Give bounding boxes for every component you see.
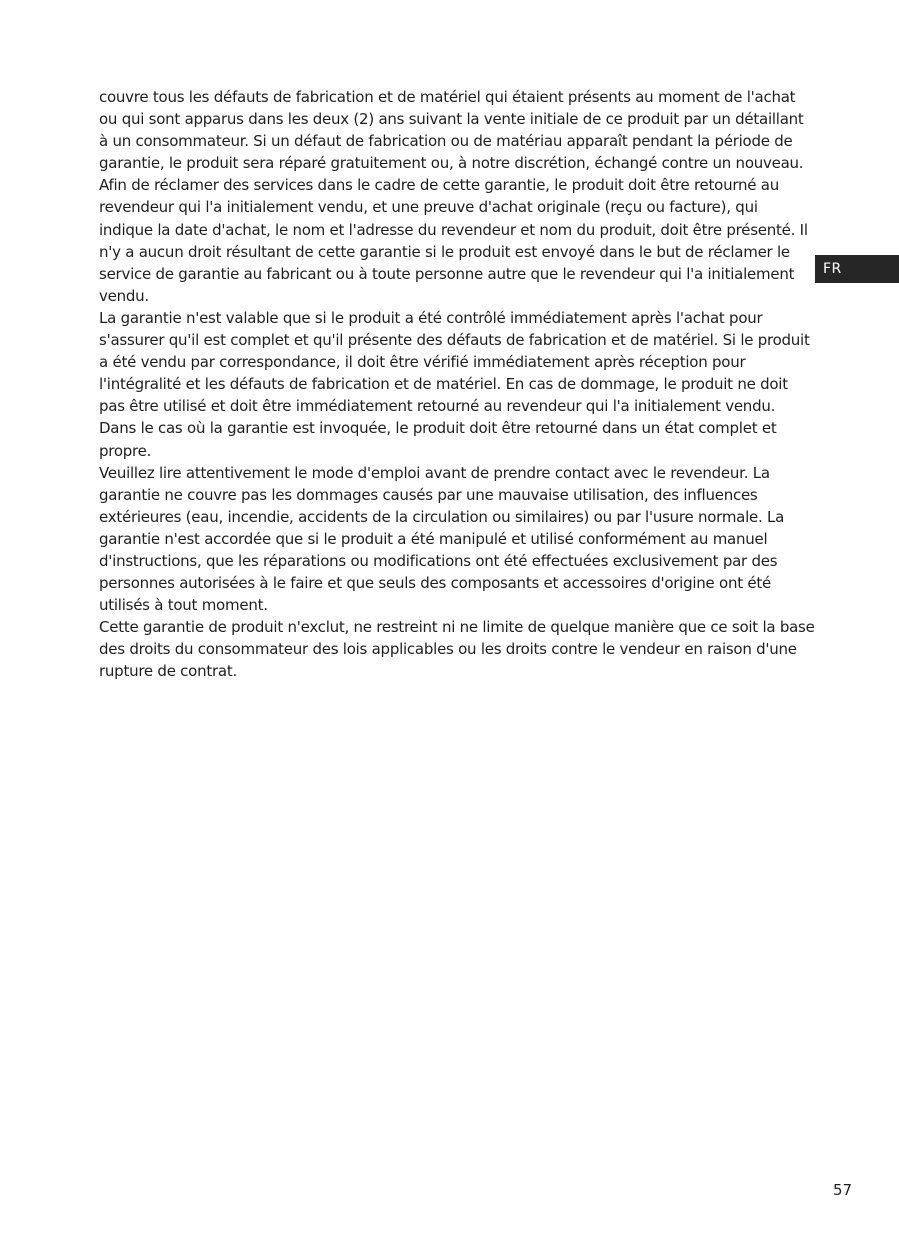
paragraph-exclusions: Veuillez lire attentivement le mode d'emploi avant de prendre contact avec le revendeur. La garantie ne couvre pas les dommages causés par une mauvaise utilisation, des influences extérieures (eau, incendie, accidents de la circulation ou similaires) ou par l'usure normale. La garantie n'est accordée que si le produit a été manipulé et utilisé conformément au manuel d'instructions, que les réparations ou modifications ont été effectuées exclusivement par des personnes autorisées à le faire et que seuls des composants et accessoires d'origine ont été utilisés à tout moment. xyxy=(99,463,785,615)
warranty-text xyxy=(99,86,815,683)
paragraph-consumer-rights: Cette garantie de produit n'exclut, ne restreint ni ne limite de quelque manière que ce soit la base des droits du consommateur des lois applicables ou les droits contre le vendeur en raison d'une rupture de contrat. xyxy=(99,618,815,681)
paragraph-validity-conditions: La garantie n'est valable que si le produit a été contrôlé immédiatement après l'achat pour s'assurer qu'il est complet et qu'il présente des défauts de fabrication et de matériel. Si le produit a été vendu par correspondance, il doit être vérifié immédiatement après réception pour l'intégralité et les défauts de fabrication et de matériel. En cas de dommage, le produit ne doit pas être utilisé et doit être immédiatement retourné au revendeur qui l'a initialement vendu. Dans le cas où la garantie est invoquée, le produit doit être retourné dans un état complet et propre. xyxy=(99,308,810,460)
paragraph-claim-procedure: Afin de réclamer des services dans le cadre de cette garantie, le produit doit être retourné au revendeur qui l'a initialement vendu, et une preuve d'achat originale (reçu ou facture), qui indique la date d'achat, le nom et l'adresse du revendeur et nom du produit, doit être présenté. Il n'y a aucun droit résultant de cette garantie si le produit est envoyé dans le but de réclamer le service de garantie au fabricant ou à toute personne autre que le revendeur qui l'a initialement vendu. xyxy=(99,176,808,305)
language-tab: FR xyxy=(815,255,899,283)
page-number: 57 xyxy=(833,1181,853,1199)
paragraph-defects-coverage: couvre tous les défauts de fabrication et de matériel qui étaient présents au moment de l'achat ou qui sont apparus dans les deux (2) ans suivant la vente initiale de ce produit par un détaillant à un consommateur. Si un défaut de fabrication ou de matériau apparaît pendant la période de garantie, le produit sera réparé gratuitement ou, à notre discrétion, échangé contre un nouveau. xyxy=(99,88,804,173)
